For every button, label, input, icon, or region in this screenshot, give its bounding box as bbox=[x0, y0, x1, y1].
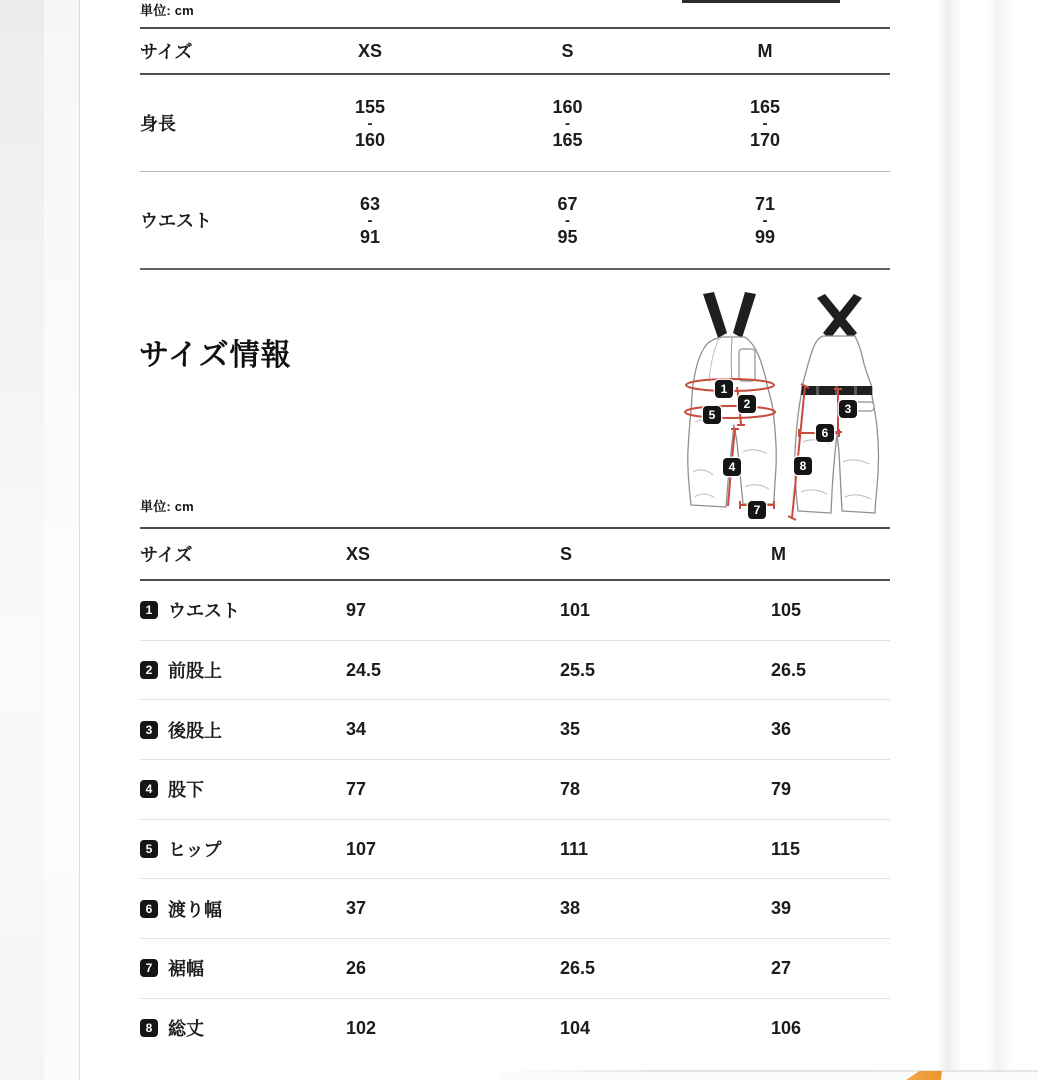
col-header-xs: XS bbox=[346, 543, 371, 564]
row-number-badge: 3 bbox=[140, 721, 158, 739]
row-label: ウエスト bbox=[168, 601, 240, 622]
col-header-size: サイズ bbox=[140, 545, 193, 565]
col-header-s: S bbox=[560, 543, 573, 564]
bottom-shade bbox=[500, 1072, 1038, 1080]
cell-s: 26.5 bbox=[560, 957, 596, 978]
cell-s: 38 bbox=[560, 898, 581, 919]
range-value: 165 - 170 bbox=[749, 96, 781, 150]
left-gutter-highlight bbox=[44, 0, 79, 1080]
marker-badge-7: 7 bbox=[748, 501, 766, 519]
table-row-waist bbox=[140, 581, 890, 640]
row-number-badge: 5 bbox=[140, 840, 158, 858]
col-header-m: M bbox=[757, 40, 773, 61]
cell-xs: 77 bbox=[346, 778, 367, 799]
measurement-table bbox=[140, 527, 890, 1058]
cell-s: 78 bbox=[560, 778, 581, 799]
cell-m: 115 bbox=[771, 838, 801, 859]
table-row-hem-width bbox=[140, 938, 890, 998]
cell-xs: 26 bbox=[346, 957, 367, 978]
table-row-front-rise bbox=[140, 640, 890, 700]
cell-s: 25.5 bbox=[560, 659, 596, 680]
row-number-badge: 6 bbox=[140, 900, 158, 918]
marker-badge-4: 4 bbox=[723, 458, 741, 476]
right-shade-strip bbox=[938, 0, 962, 1080]
row-label: ウエスト bbox=[140, 211, 212, 231]
range-value: 67 - 95 bbox=[557, 193, 578, 247]
measurement-header-row bbox=[140, 529, 890, 581]
row-number-badge: 4 bbox=[140, 780, 158, 798]
range-value: 155 - 160 bbox=[354, 96, 386, 150]
marker-badge-6: 6 bbox=[816, 424, 834, 442]
table-row-inseam bbox=[140, 759, 890, 819]
col-header-s: S bbox=[561, 40, 574, 61]
row-label: 股下 bbox=[168, 780, 204, 801]
cell-m: 79 bbox=[771, 778, 792, 799]
cell-m: 106 bbox=[771, 1017, 802, 1038]
cell-xs: 37 bbox=[346, 898, 367, 919]
size-range-table bbox=[140, 27, 890, 270]
table-row-hip bbox=[140, 819, 890, 879]
range-value: 160 - 165 bbox=[552, 96, 583, 150]
table-row-height bbox=[140, 75, 890, 171]
cell-xs: 34 bbox=[346, 719, 367, 740]
marker-badge-3: 3 bbox=[839, 400, 857, 418]
cell-xs: 107 bbox=[346, 838, 377, 859]
row-label: ヒップ bbox=[168, 840, 222, 861]
row-label: 裾幅 bbox=[168, 959, 204, 980]
row-number-badge: 8 bbox=[140, 1019, 158, 1037]
row-number-badge: 7 bbox=[140, 959, 158, 977]
col-header-xs: XS bbox=[357, 40, 382, 61]
cell-s: 111 bbox=[560, 838, 589, 859]
cell-s: 35 bbox=[560, 719, 581, 740]
row-number-badge: 2 bbox=[140, 661, 158, 679]
marker-badge-2: 2 bbox=[738, 395, 756, 413]
table-row-thigh-width bbox=[140, 878, 890, 938]
front-view bbox=[685, 292, 776, 509]
table-row-waist bbox=[140, 171, 890, 268]
cell-xs: 102 bbox=[346, 1017, 377, 1038]
top-edge-dark-bar bbox=[682, 0, 840, 3]
cell-m: 26.5 bbox=[771, 659, 807, 680]
table-row-back-rise bbox=[140, 699, 890, 759]
back-view bbox=[788, 294, 879, 520]
size-range-header-row bbox=[140, 29, 890, 75]
row-label: 渡り幅 bbox=[168, 899, 222, 920]
cell-m: 105 bbox=[771, 599, 802, 620]
cell-m: 27 bbox=[771, 957, 792, 978]
row-label: 身長 bbox=[140, 114, 176, 134]
row-label: 前股上 bbox=[168, 661, 222, 682]
cell-s: 104 bbox=[560, 1017, 591, 1038]
right-shade-strip-2 bbox=[986, 0, 1012, 1080]
row-label: 後股上 bbox=[168, 720, 222, 741]
marker-badge-1: 1 bbox=[715, 380, 733, 398]
marker-badge-8: 8 bbox=[794, 457, 812, 475]
col-header-m: M bbox=[771, 543, 786, 564]
cell-m: 36 bbox=[771, 719, 792, 740]
marker-badge-5: 5 bbox=[703, 406, 721, 424]
cell-xs: 97 bbox=[346, 599, 367, 620]
cell-s: 101 bbox=[560, 599, 591, 620]
range-value: 71 - 99 bbox=[754, 193, 776, 247]
page-title: サイズ情報 bbox=[139, 339, 292, 372]
cell-xs: 24.5 bbox=[346, 659, 382, 680]
row-number-badge: 1 bbox=[140, 601, 158, 619]
bib-pants-diagram bbox=[683, 292, 895, 525]
unit-label-bottom: 単位: cm bbox=[140, 499, 194, 514]
range-value: 63 - 91 bbox=[359, 193, 381, 247]
cell-m: 39 bbox=[771, 898, 792, 919]
row-label: 総丈 bbox=[168, 1019, 204, 1040]
col-header-size: サイズ bbox=[140, 42, 193, 62]
table-row-total-length bbox=[140, 998, 890, 1058]
unit-label-top: 単位: cm bbox=[140, 3, 194, 18]
